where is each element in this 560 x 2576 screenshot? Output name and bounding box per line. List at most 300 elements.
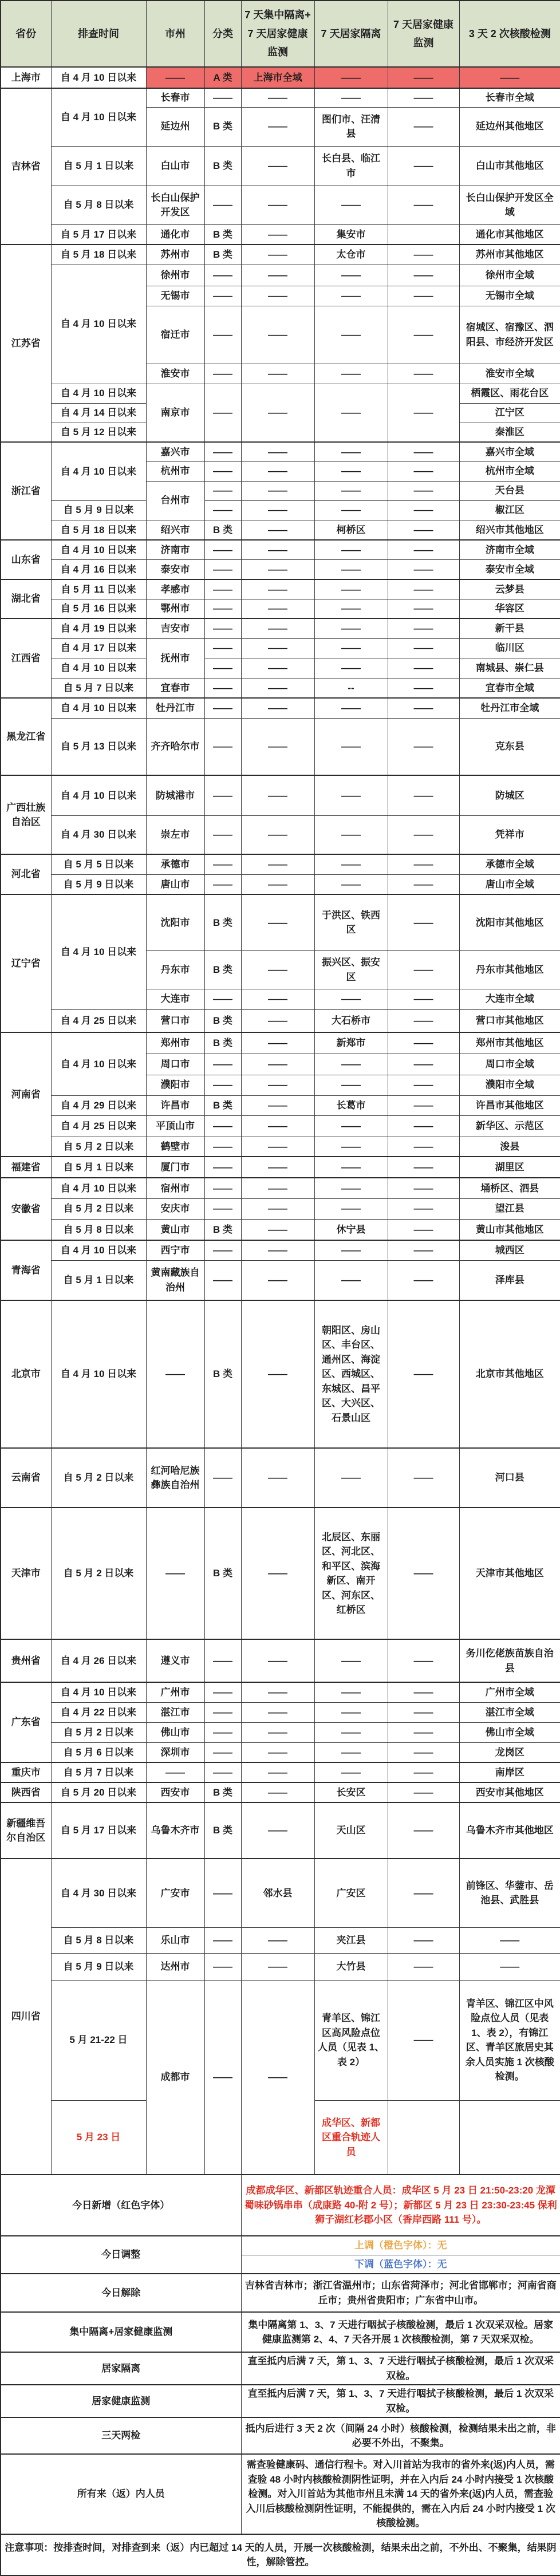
table-cell: 白山市 [146,146,204,186]
notes-cell: 注意事项：按排查时间，对排查到来（返）内已超过 14 天的人员，开展一次核酸检测，结果未出之前，不外出、不聚集，结果阴性，解除管控。 [1,2534,560,2575]
table-cell: 青羊区、锦江区中风险点位人员（见表 1、表 2），有锦江区、青羊区旅居史其余人员实施 1 次核酸检测。 [459,1980,560,2100]
table-cell: 自 4 月 10 日以来 [51,1032,146,1095]
table-cell: 西安市 [146,1782,204,1802]
table-cell: 下调（蓝色字体）：无 [241,2255,560,2274]
table-cell: 望江县 [459,1198,560,1219]
table-cell: 自 5 月 8 日以来 [51,186,146,224]
table-cell: —— [314,88,388,107]
table-cell: 黄山市 [146,1219,204,1240]
table-cell: —— [388,1722,459,1742]
table-row [1,599,560,618]
table-cell: —— [241,1980,314,2175]
table-cell: —— [146,67,204,88]
footer-label: 今日解除 [1,2274,241,2312]
footer-label: 集中隔离+居家健康监测 [1,2312,241,2352]
table-row [1,1095,560,1115]
table-cell: —— [388,500,459,520]
table-cell: 椒江区 [459,500,560,520]
table-cell: 图们市、汪清县 [314,107,388,146]
table-cell: —— [241,1075,314,1095]
table-cell: —— [388,854,459,874]
table-row [1,1953,560,1980]
table-cell: 广州市全域 [459,1682,560,1702]
table-row [1,1009,560,1032]
table-row [1,2352,560,2385]
table-cell: —— [388,540,459,559]
table-cell: —— [204,1859,241,1927]
table-cell: 自 4 月 10 日以来 [51,88,146,146]
table-header [1,1,560,67]
table-cell: 绍兴市其他地区 [459,520,560,540]
table-cell: —— [241,1762,314,1782]
table-cell: —— [388,1178,459,1198]
table-cell: —— [388,1980,459,2100]
table-cell: B 类 [204,146,241,186]
column-header: 7 天集中隔离+7 天居家健康监测 [241,1,314,67]
table-cell: —— [314,265,388,286]
table-cell: —— [388,306,459,364]
table-cell: —— [241,1032,314,1054]
table-cell: —— [241,1157,314,1178]
table-cell: —— [241,1137,314,1157]
table-cell: —— [204,638,241,658]
table-cell: —— [241,500,314,520]
province-cell: 北京市 [1,1300,51,1448]
table-cell: 栖霞区、雨花台区 [459,384,560,403]
table-row [1,1300,560,1448]
table-cell: —— [241,678,314,698]
table-cell: —— [388,1448,459,1508]
table-cell: 自 5 月 2 日以来 [51,1448,146,1508]
footer-label: 今日新增（红色字体） [1,2175,241,2236]
table-row [1,638,560,658]
table-cell: 克东县 [459,718,560,775]
column-header: 3 天 2 次核酸检测 [459,1,560,67]
table-cell: —— [241,658,314,678]
table-cell: —— [388,815,459,854]
table-cell: 自 4 月 10 日以来 [51,67,146,88]
table-cell: —— [146,1762,204,1782]
table-cell [388,2100,459,2175]
table-cell: 长白县、临江市 [314,146,388,186]
column-header: 7 天居家健康监测 [388,1,459,67]
table-cell: —— [388,638,459,658]
table-row [1,579,560,599]
table-row [1,894,560,950]
province-cell: 山东省 [1,540,51,579]
table-cell: —— [241,559,314,579]
table-cell: —— [314,1137,388,1157]
table-cell: 厦门市 [146,1157,204,1178]
table-cell: 孝感市 [146,579,204,599]
table-cell: —— [314,599,388,618]
table-cell: 广安市 [146,1859,204,1927]
table-cell: B 类 [204,1300,241,1448]
table-cell: —— [314,658,388,678]
table-cell: 济南市全域 [459,540,560,559]
table-cell: —— [241,618,314,638]
province-cell: 四川省 [1,1859,51,2175]
table-cell: 上调（橙色字体）：无 [241,2236,560,2255]
table-row [1,1260,560,1300]
table-cell: —— [388,442,459,461]
table-cell: 南京市 [146,384,204,442]
table-cell: —— [241,146,314,186]
table-cell: 自 5 月 9 日以来 [51,1953,146,1980]
table-cell: —— [459,1953,560,1980]
province-cell: 广西壮族自治区 [1,775,51,854]
table-cell: —— [241,638,314,658]
province-cell: 河南省 [1,1032,51,1157]
table-cell: —— [241,1927,314,1953]
table-cell: —— [314,579,388,599]
table-cell: —— [314,815,388,854]
table-cell: 濮阳市 [146,1075,204,1095]
table-cell: 湛江市 [146,1702,204,1722]
table-cell: 乌鲁木齐市其他地区 [459,1802,560,1859]
table-cell: 大连市 [146,989,204,1009]
table-cell: 佛山市 [146,1722,204,1742]
table-cell: —— [388,1075,459,1095]
table-cell: —— [204,265,241,286]
table-cell: —— [241,1722,314,1742]
table-row [1,1178,560,1198]
table-cell: 嘉兴市全域 [459,442,560,461]
table-cell: 自 4 月 10 日以来 [51,540,146,559]
table-cell: —— [241,1178,314,1198]
table-cell: 华容区 [459,599,560,618]
table-cell: —— [388,481,459,500]
table-row [1,1927,560,1953]
table-cell: —— [241,1742,314,1762]
table-cell: 南城县、崇仁县 [459,658,560,678]
province-cell: 重庆市 [1,1762,51,1782]
table-cell: 丹东市其他地区 [459,950,560,989]
table-cell: —— [388,67,459,88]
table-cell: —— [204,1762,241,1782]
table-cell: —— [314,775,388,815]
table-cell: —— [204,500,241,520]
table-cell: —— [241,698,314,718]
table-cell: 自 4 月 30 日以来 [51,1859,146,1927]
province-cell: 辽宁省 [1,894,51,1032]
table-cell: 唐山市 [146,874,204,894]
table-cell: 凭祥市 [459,815,560,854]
table-row [1,1639,560,1682]
table-cell: —— [241,579,314,599]
table-cell: 通化市其他地区 [459,224,560,244]
table-cell: —— [204,442,241,461]
table-cell: B 类 [204,894,241,950]
table-cell: —— [388,146,459,186]
table-cell: 绍兴市 [146,520,204,540]
table-cell: 遵义市 [146,1639,204,1682]
table-cell: —— [241,874,314,894]
table-cell: —— [241,306,314,364]
table-cell: 自 5 月 1 日以来 [51,146,146,186]
table-cell: 自 4 月 10 日以来 [51,265,146,384]
table-cell: 自 4 月 10 日以来 [51,442,146,500]
table-cell: 自 4 月 10 日以来 [51,384,146,403]
table-cell: 泽库县 [459,1260,560,1300]
table-cell: 牡丹江市 [146,698,204,718]
table-cell: 前锋区、华蓥市、岳池县、武胜县 [459,1859,560,1927]
province-cell: 黑龙江省 [1,698,51,775]
table-cell: —— [388,1782,459,1802]
table-cell: 抚州市 [146,638,204,678]
table-cell: 自 4 月 25 日以来 [51,1009,146,1032]
table-cell: 临川区 [459,638,560,658]
table-cell: —— [241,1448,314,1508]
table-row [1,186,560,224]
table-cell: —— [388,1802,459,1859]
table-cell: 自 5 月 9 日以来 [51,500,146,520]
table-cell: —— [204,618,241,638]
table-cell: —— [241,989,314,1009]
table-cell: 红河哈尼族彝族自治州 [146,1448,204,1508]
table-cell: —— [204,1137,241,1157]
table-cell: 成华区、新都区重合轨迹人员 [314,2100,388,2175]
table-row [1,1762,560,1782]
table-cell: —— [388,1702,459,1722]
table-cell: —— [314,874,388,894]
table-cell: —— [388,618,459,638]
table-cell: —— [388,874,459,894]
table-row [1,678,560,698]
table-cell: B 类 [204,1009,241,1032]
table-cell: —— [241,1953,314,1980]
table-cell: 广安区 [314,1859,388,1927]
table-cell: 江宁区 [459,403,560,423]
table-cell: —— [204,874,241,894]
table-row [1,442,560,461]
table-cell: 自 5 月 2 日以来 [51,1198,146,1219]
table-cell: —— [241,244,314,265]
table-row [1,2385,560,2417]
table-cell: 泰安市 [146,559,204,579]
table-row [1,1802,560,1859]
table-cell: —— [241,1702,314,1722]
table-row [1,265,560,286]
table-cell: B 类 [204,107,241,146]
table-cell: 长安区 [314,1782,388,1802]
table-cell: —— [314,1742,388,1762]
table-cell: —— [204,1722,241,1742]
table-cell: 朝阳区、房山区、丰台区、通州区、海淀区、西城区、东城区、昌平区、大兴区、石景山区 [314,1300,388,1448]
table-cell: 自 4 月 10 日以来 [51,775,146,815]
table-row [1,500,560,520]
table-cell: —— [388,1054,459,1075]
table-cell: —— [388,950,459,989]
table-cell: 淮安市全域 [459,364,560,384]
table-cell: 丹东市 [146,950,204,989]
table-cell: —— [388,286,459,306]
table-row [1,559,560,579]
table-cell: 埇桥区、泗县 [459,1178,560,1198]
table-cell: B 类 [204,950,241,989]
table-cell: —— [388,384,459,442]
table-cell: 邻水县 [241,1859,314,1927]
table-row [1,718,560,775]
table-cell: —— [314,286,388,306]
table-cell: 自 5 月 6 日以来 [51,1742,146,1762]
table-cell: —— [314,1178,388,1198]
table-cell: —— [241,224,314,244]
province-cell: 江西省 [1,618,51,698]
table-row [1,384,560,403]
table-cell: 云梦县 [459,579,560,599]
table-cell: 黄南藏族自治州 [146,1260,204,1300]
table-row [1,1742,560,1762]
table-cell: —— [388,1639,459,1682]
table-cell: —— [204,286,241,306]
table-cell: 自 4 月 10 日以来 [51,1300,146,1448]
table-cell: 集安市 [314,224,388,244]
table-cell: 自 5 月 20 日以来 [51,1782,146,1802]
table-row [1,146,560,186]
table-cell: —— [388,1300,459,1448]
table-cell: —— [388,599,459,618]
table-cell: 徐州市 [146,265,204,286]
table-row [1,815,560,854]
table-cell: —— [388,989,459,1009]
table-cell: B 类 [204,224,241,244]
table-cell: 宜春市全域 [459,678,560,698]
table-cell: 长春市 [146,88,204,107]
table-cell: —— [204,1953,241,1980]
table-cell: —— [241,775,314,815]
table-cell: —— [204,718,241,775]
province-cell: 贵州省 [1,1639,51,1682]
table-cell: 大连市全域 [459,989,560,1009]
table-cell: 自 5 月 7 日以来 [51,1762,146,1782]
table-cell: 唐山市全域 [459,874,560,894]
table-cell: —— [388,1260,459,1300]
table-cell: —— [388,1508,459,1639]
table-cell: —— [241,1115,314,1137]
table-cell: 自 5 月 2 日以来 [51,1722,146,1742]
table-cell: 广州市 [146,1682,204,1702]
table-row [1,2274,560,2312]
table-cell: —— [204,186,241,224]
table-cell: 西宁市 [146,1240,204,1260]
table-cell: —— [241,1240,314,1260]
table-cell: —— [204,1198,241,1219]
table-cell: 长春市全域 [459,88,560,107]
table-cell: —— [204,1178,241,1198]
table-cell: —— [314,540,388,559]
province-cell: 上海市 [1,67,51,88]
province-cell: 青海省 [1,1240,51,1300]
table-cell: —— [241,1508,314,1639]
province-cell: 云南省 [1,1448,51,1508]
table-cell: 杭州市 [146,461,204,481]
table-cell: —— [204,658,241,678]
table-cell: 周口市 [146,1054,204,1075]
table-cell: —— [388,1198,459,1219]
table-cell: —— [314,500,388,520]
table-cell: —— [204,854,241,874]
column-header: 7 天居家隔离 [314,1,388,67]
table-cell: 自 5 月 9 日以来 [51,874,146,894]
table-cell: —— [204,1240,241,1260]
table-cell: 自 5 月 7 日以来 [51,678,146,698]
table-cell: 直至抵内后满 7 天，第 1、3、7 天进行咽拭子核酸检测，最后 1 次双采双检。 [241,2385,560,2417]
table-cell: 新华区、示范区 [459,1115,560,1137]
table-cell: —— [314,559,388,579]
table-cell: —— [388,461,459,481]
table-row [1,2417,560,2454]
table-cell: —— [204,1115,241,1137]
table-cell: —— [204,989,241,1009]
table-cell: 自 5 月 5 日以来 [51,854,146,874]
table-cell: —— [314,364,388,384]
table-cell: 防城港市 [146,775,204,815]
table-cell: —— [388,107,459,146]
table-cell: —— [204,1448,241,1508]
table-cell: 湛江市全域 [459,1702,560,1722]
table-cell: B 类 [204,1095,241,1115]
table-cell: —— [314,481,388,500]
table-cell: —— [204,559,241,579]
table-cell: —— [204,1054,241,1075]
table-cell: —— [314,854,388,874]
table-cell: —— [204,1702,241,1722]
table-cell: 自 5 月 16 日以来 [51,599,146,618]
table-cell: 自 4 月 10 日以来 [51,698,146,718]
table-cell: —— [388,520,459,540]
province-cell: 新疆维吾尔自治区 [1,1802,51,1859]
table-cell: 于洪区、铁西区 [314,894,388,950]
table-cell: 自 5 月 8 日以来 [51,1927,146,1953]
table-row [1,775,560,815]
table-cell: 自 4 月 10 日以来 [51,1682,146,1702]
table-cell: 吉林省吉林市；浙江省温州市；山东省菏泽市；河北省邯郸市；河南省商丘市；贵州省贵阳市；广东省中山市。 [241,2274,560,2312]
table-cell: 5 月 21-22 日 [51,1980,146,2100]
header-row [1,1,560,67]
table-cell: 自 5 月 2 日以来 [51,1137,146,1157]
table-row [1,698,560,718]
table-row [1,854,560,874]
table-cell: —— [314,1639,388,1682]
table-cell: —— [388,364,459,384]
table-row [1,540,560,559]
table-cell: —— [241,88,314,107]
footer-label: 所有来（返）内人员 [1,2454,241,2534]
table-cell: 浚县 [459,1137,560,1157]
table-cell: —— [241,265,314,286]
province-cell: 陕西省 [1,1782,51,1802]
table-cell: —— [204,88,241,107]
table-cell: 太仓市 [314,244,388,265]
table-cell: B 类 [204,1508,241,1639]
table-cell: —— [388,559,459,579]
table-cell: 营口市其他地区 [459,1009,560,1032]
table-cell: —— [146,1508,204,1639]
table-cell: 休宁县 [314,1219,388,1240]
table-cell: 上海市全域 [241,67,314,88]
table-cell: 大石桥市 [314,1009,388,1032]
table-cell: 北京市其他地区 [459,1300,560,1448]
table-cell: —— [388,1095,459,1115]
table-cell: 新郑市 [314,1032,388,1054]
table-cell: 崇左市 [146,815,204,854]
table-cell: 长葛市 [314,1095,388,1115]
table-cell: —— [459,67,560,88]
table-cell: —— [314,618,388,638]
table-cell: —— [204,815,241,854]
table-cell [388,224,459,244]
